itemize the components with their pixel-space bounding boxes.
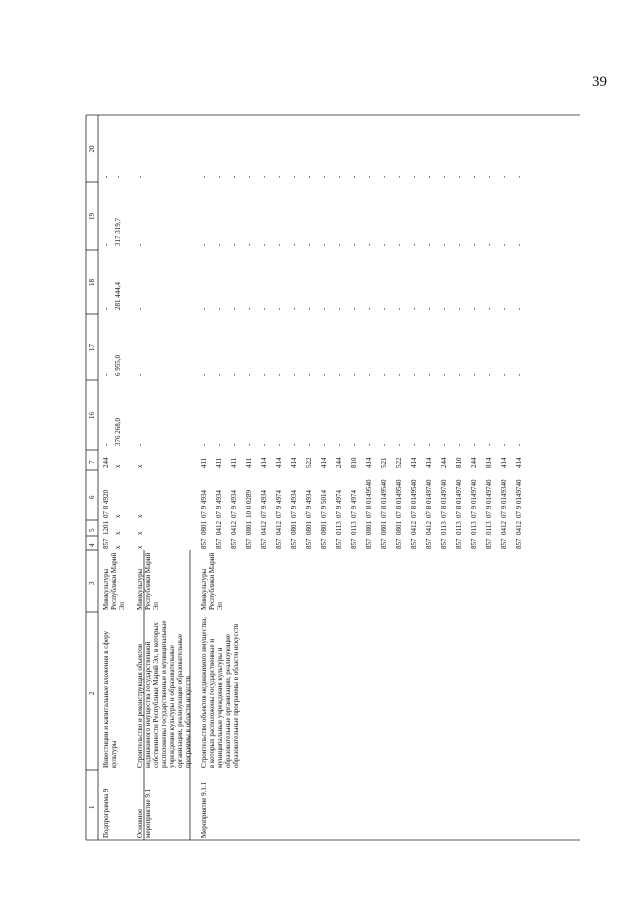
cell-c4: 857 bbox=[200, 538, 208, 549]
cell-c19: - bbox=[275, 243, 283, 246]
cell-c16: - bbox=[365, 443, 373, 446]
cell-c5: 0801 bbox=[200, 521, 208, 535]
cell-c5: 0801 bbox=[305, 521, 313, 535]
cell-c18: - bbox=[365, 307, 373, 310]
cell-c18: - bbox=[470, 307, 478, 310]
cell-c6: 07 9 4974 bbox=[275, 490, 283, 518]
cell-c20: - bbox=[410, 175, 418, 178]
cell-c6: 07 9 4934 bbox=[260, 490, 268, 518]
cell-c20: - bbox=[320, 175, 328, 178]
cell-c7: 411 bbox=[230, 457, 238, 468]
cell-c6: 07 9 4934 bbox=[215, 490, 223, 518]
cell-c20: - bbox=[350, 175, 358, 178]
cell-c19: - bbox=[425, 243, 433, 246]
cell-c16: - bbox=[136, 443, 144, 446]
cell-c5: 0113 bbox=[335, 521, 343, 535]
cell-c5: 0412 bbox=[260, 521, 268, 535]
cell-c7: 814 bbox=[485, 457, 493, 468]
row-name: Инвестиции и капитальные вложения в сферу культуры bbox=[102, 631, 118, 768]
cell-c18: - bbox=[275, 307, 283, 310]
cell-c16: - bbox=[215, 443, 223, 446]
cell-c18: 281 444,4 bbox=[114, 282, 122, 310]
cell-c16: - bbox=[245, 443, 253, 446]
cell-c6: 07 9 4974 bbox=[350, 490, 358, 518]
cell-c6: x bbox=[136, 514, 144, 518]
cell-c7: 522 bbox=[395, 457, 403, 468]
cell-c18: - bbox=[335, 307, 343, 310]
cell-c5: 0412 bbox=[215, 521, 223, 535]
cell-c5: 0113 bbox=[350, 521, 358, 535]
cell-c4: 857 bbox=[425, 538, 433, 549]
cell-c20: - bbox=[425, 175, 433, 178]
cell-c17: - bbox=[455, 373, 463, 376]
cell-c19: - bbox=[200, 243, 208, 246]
cell-c6: 07 8 0149540 bbox=[410, 479, 418, 518]
cell-c5: 0412 bbox=[425, 521, 433, 535]
cell-c17: - bbox=[275, 373, 283, 376]
cell-c17: - bbox=[380, 373, 388, 376]
cell-c6: 07 8 0149540 bbox=[365, 479, 373, 518]
cell-c19: - bbox=[500, 243, 508, 246]
cell-c16: - bbox=[305, 443, 313, 446]
row-name: Строительство объектов недвижимого имущества, в которых расположены государственные и муниципальные учреждения культуры и образовательные организации, реализующие образовательные программы в области искусств bbox=[200, 617, 240, 768]
cell-c20: - bbox=[290, 175, 298, 178]
cell-c5: 0801 bbox=[245, 521, 253, 535]
cell-c5: 0412 bbox=[230, 521, 238, 535]
header-col-20: 20 bbox=[88, 145, 96, 153]
cell-c6: 07 9 0149740 bbox=[485, 479, 493, 518]
cell-c19: - bbox=[305, 243, 313, 246]
cell-c7: 522 bbox=[305, 457, 313, 468]
cell-c4: 857 bbox=[335, 538, 343, 549]
cell-c19: - bbox=[350, 243, 358, 246]
cell-c18: - bbox=[440, 307, 448, 310]
cell-c19: - bbox=[395, 243, 403, 246]
cell-c4: 857 bbox=[305, 538, 313, 549]
cell-c19: - bbox=[245, 243, 253, 246]
cell-c19: - bbox=[102, 243, 110, 246]
cell-c4: 857 bbox=[395, 538, 403, 549]
cell-c6: 07 9 4934 bbox=[290, 490, 298, 518]
cell-c19: - bbox=[440, 243, 448, 246]
cell-c16: - bbox=[380, 443, 388, 446]
cell-c18: - bbox=[410, 307, 418, 310]
cell-c20: - bbox=[485, 175, 493, 178]
cell-c5: 1201 bbox=[102, 521, 110, 535]
cell-c4: 857 bbox=[470, 538, 478, 549]
cell-c20: - bbox=[275, 175, 283, 178]
cell-c16: - bbox=[485, 443, 493, 446]
cell-c6: 07 8 4920 bbox=[102, 490, 110, 518]
cell-c16: - bbox=[260, 443, 268, 446]
cell-c4: 857 bbox=[275, 538, 283, 549]
cell-c17: - bbox=[305, 373, 313, 376]
cell-c17: - bbox=[230, 373, 238, 376]
cell-c17: - bbox=[136, 373, 144, 376]
cell-c7: 414 bbox=[320, 457, 328, 468]
cell-c7: 244 bbox=[335, 457, 343, 468]
cell-c5: 0412 bbox=[515, 521, 523, 535]
cell-c5: 0412 bbox=[410, 521, 418, 535]
cell-c7: 414 bbox=[365, 457, 373, 468]
header-col-7: 7 bbox=[88, 460, 96, 464]
page-number: 39 bbox=[592, 74, 607, 90]
cell-c17: - bbox=[260, 373, 268, 376]
cell-c6: 07 9 4934 bbox=[230, 490, 238, 518]
cell-c5: 0801 bbox=[290, 521, 298, 535]
cell-c5: 0801 bbox=[380, 521, 388, 535]
cell-c7: x bbox=[136, 464, 144, 468]
cell-c19: - bbox=[515, 243, 523, 246]
cell-c7: 244 bbox=[102, 457, 110, 468]
cell-c19: - bbox=[410, 243, 418, 246]
header-col-5: 5 bbox=[88, 528, 96, 532]
cell-c18: - bbox=[245, 307, 253, 310]
cell-c6: 07 9 5014 bbox=[320, 490, 328, 518]
cell-c19: 317 319,7 bbox=[114, 218, 122, 246]
cell-c18: - bbox=[380, 307, 388, 310]
cell-c18: - bbox=[395, 307, 403, 310]
cell-c7: 414 bbox=[410, 457, 418, 468]
cell-c5: 0113 bbox=[470, 521, 478, 535]
cell-c19: - bbox=[485, 243, 493, 246]
header-col-6: 6 bbox=[88, 495, 96, 499]
row-executor: Минкультуры Республики Марий Эл bbox=[200, 552, 224, 610]
cell-c6: x bbox=[114, 514, 122, 518]
cell-c19: - bbox=[365, 243, 373, 246]
cell-c19: - bbox=[320, 243, 328, 246]
row-program: Основное мероприятие 9.1 bbox=[136, 788, 152, 838]
cell-c4: 857 bbox=[320, 538, 328, 549]
cell-c7: 244 bbox=[470, 457, 478, 468]
header-col-4: 4 bbox=[88, 543, 96, 547]
cell-c4: 857 bbox=[245, 538, 253, 549]
cell-c5: 0113 bbox=[440, 521, 448, 535]
cell-c20: - bbox=[365, 175, 373, 178]
cell-c6: 07 9 4934 bbox=[305, 490, 313, 518]
cell-c4: 857 bbox=[410, 538, 418, 549]
cell-c17: 6 955,0 bbox=[114, 355, 122, 376]
header-col-18: 18 bbox=[88, 279, 96, 286]
header-col-17: 17 bbox=[88, 344, 96, 351]
cell-c17: - bbox=[245, 373, 253, 376]
cell-c16: - bbox=[395, 443, 403, 446]
cell-c18: - bbox=[102, 307, 110, 310]
cell-c7: 411 bbox=[200, 457, 208, 468]
cell-c4: 857 bbox=[230, 538, 238, 549]
cell-c18: - bbox=[200, 307, 208, 310]
cell-c4: 857 bbox=[102, 538, 110, 549]
cell-c7: 810 bbox=[455, 457, 463, 468]
cell-c18: - bbox=[230, 307, 238, 310]
cell-c16: - bbox=[410, 443, 418, 446]
cell-c16: - bbox=[200, 443, 208, 446]
rotated-budget-table bbox=[80, 70, 580, 850]
cell-c17: - bbox=[485, 373, 493, 376]
cell-c6: 07 8 0149540 bbox=[395, 479, 403, 518]
cell-c17: - bbox=[350, 373, 358, 376]
cell-c19: - bbox=[335, 243, 343, 246]
cell-c20: - bbox=[305, 175, 313, 178]
cell-c20: - bbox=[335, 175, 343, 178]
cell-c5: x bbox=[114, 531, 122, 535]
cell-c16: - bbox=[102, 443, 110, 446]
cell-c7: 521 bbox=[380, 457, 388, 468]
cell-c17: - bbox=[320, 373, 328, 376]
cell-c17: - bbox=[290, 373, 298, 376]
cell-c18: - bbox=[350, 307, 358, 310]
cell-c20: - bbox=[395, 175, 403, 178]
cell-c17: - bbox=[410, 373, 418, 376]
cell-c18: - bbox=[500, 307, 508, 310]
cell-c7: 414 bbox=[290, 457, 298, 468]
cell-c4: 857 bbox=[500, 538, 508, 549]
cell-c5: 0412 bbox=[500, 521, 508, 535]
cell-c7: 414 bbox=[500, 457, 508, 468]
cell-c7: 414 bbox=[275, 457, 283, 468]
cell-c17: - bbox=[395, 373, 403, 376]
cell-c17: - bbox=[215, 373, 223, 376]
cell-c6: 07 9 4934 bbox=[200, 490, 208, 518]
row-program: Мероприятие 9.1.1 bbox=[200, 781, 208, 838]
cell-c7: 414 bbox=[425, 457, 433, 468]
cell-c5: 0113 bbox=[485, 521, 493, 535]
cell-c16: - bbox=[500, 443, 508, 446]
cell-c7: 414 bbox=[260, 457, 268, 468]
cell-c19: - bbox=[230, 243, 238, 246]
cell-c16: - bbox=[275, 443, 283, 446]
cell-c20: - bbox=[102, 175, 110, 178]
cell-c20: - bbox=[380, 175, 388, 178]
cell-c5: 0801 bbox=[320, 521, 328, 535]
cell-c6: 07 9 4974 bbox=[335, 490, 343, 518]
cell-c16: - bbox=[320, 443, 328, 446]
header-col-19: 19 bbox=[88, 213, 96, 220]
cell-c5: 0113 bbox=[455, 521, 463, 535]
cell-c4: 857 bbox=[485, 538, 493, 549]
cell-c4: x bbox=[114, 545, 122, 549]
cell-c5: x bbox=[136, 531, 144, 535]
cell-c4: 857 bbox=[260, 538, 268, 549]
cell-c17: - bbox=[102, 373, 110, 376]
cell-c20: - bbox=[215, 175, 223, 178]
cell-c16: - bbox=[440, 443, 448, 446]
cell-c4: 857 bbox=[380, 538, 388, 549]
cell-c19: - bbox=[380, 243, 388, 246]
cell-c16: - bbox=[470, 443, 478, 446]
cell-c19: - bbox=[455, 243, 463, 246]
cell-c20: - bbox=[245, 175, 253, 178]
cell-c17: - bbox=[440, 373, 448, 376]
cell-c7: 244 bbox=[440, 457, 448, 468]
cell-c20: - bbox=[470, 175, 478, 178]
cell-c6: 07 8 0149740 bbox=[425, 479, 433, 518]
cell-c4: x bbox=[136, 545, 144, 549]
row-executor: Минкультуры Республики Марий Эл bbox=[136, 552, 160, 610]
cell-c16: - bbox=[515, 443, 523, 446]
cell-c7: 411 bbox=[215, 457, 223, 468]
cell-c16: - bbox=[455, 443, 463, 446]
cell-c17: - bbox=[335, 373, 343, 376]
header-col-2: 2 bbox=[88, 691, 96, 695]
cell-c5: 0801 bbox=[395, 521, 403, 535]
cell-c7: 810 bbox=[350, 457, 358, 468]
cell-c4: 857 bbox=[215, 538, 223, 549]
cell-c4: 857 bbox=[290, 538, 298, 549]
cell-c4: 857 bbox=[350, 538, 358, 549]
cell-c17: - bbox=[515, 373, 523, 376]
cell-c20: - bbox=[500, 175, 508, 178]
cell-c18: - bbox=[290, 307, 298, 310]
cell-c4: 857 bbox=[365, 538, 373, 549]
row-name: Строительство и реконструкция объектов недвижимого имущества государственной собственности Республики Марий Эл, в которых расположены государственные и муниципальные учреждения культуры и образовательные организации, реализующие образовательные программы в области искусств bbox=[136, 620, 192, 768]
cell-c6: 10 0 0289 bbox=[245, 490, 253, 518]
cell-c18: - bbox=[260, 307, 268, 310]
cell-c17: - bbox=[425, 373, 433, 376]
cell-c6: 07 8 0149540 bbox=[380, 479, 388, 518]
cell-c18: - bbox=[455, 307, 463, 310]
cell-c16: - bbox=[350, 443, 358, 446]
cell-c18: - bbox=[136, 307, 144, 310]
cell-c16: - bbox=[425, 443, 433, 446]
cell-c6: 07 9 0149340 bbox=[500, 479, 508, 518]
cell-c17: - bbox=[365, 373, 373, 376]
cell-c7: 414 bbox=[515, 457, 523, 468]
cell-c6: 07 9 0149740 bbox=[470, 479, 478, 518]
cell-c18: - bbox=[515, 307, 523, 310]
cell-c16: - bbox=[335, 443, 343, 446]
cell-c18: - bbox=[485, 307, 493, 310]
cell-c20: - bbox=[515, 175, 523, 178]
cell-c4: 857 bbox=[440, 538, 448, 549]
cell-c20: - bbox=[440, 175, 448, 178]
header-col-16: 16 bbox=[88, 412, 96, 419]
cell-c6: 07 9 0149740 bbox=[515, 479, 523, 518]
cell-c18: - bbox=[215, 307, 223, 310]
cell-c20: - bbox=[114, 175, 122, 178]
cell-c19: - bbox=[136, 243, 144, 246]
cell-c20: - bbox=[230, 175, 238, 178]
cell-c6: 07 8 0149740 bbox=[455, 479, 463, 518]
cell-c7: 411 bbox=[245, 457, 253, 468]
header-col-3: 3 bbox=[88, 581, 96, 585]
cell-c18: - bbox=[425, 307, 433, 310]
cell-c20: - bbox=[200, 175, 208, 178]
cell-c16: - bbox=[290, 443, 298, 446]
cell-c5: 0412 bbox=[275, 521, 283, 535]
cell-c5: 0801 bbox=[365, 521, 373, 535]
cell-c20: - bbox=[260, 175, 268, 178]
row-executor: Минкультуры Республики Марий Эл bbox=[102, 552, 126, 610]
cell-c19: - bbox=[470, 243, 478, 246]
cell-c17: - bbox=[470, 373, 478, 376]
row-program: Подпрограмма 9 bbox=[102, 788, 110, 838]
cell-c4: 857 bbox=[515, 538, 523, 549]
cell-c7: x bbox=[114, 464, 122, 468]
header-col-1: 1 bbox=[88, 805, 96, 809]
cell-c18: - bbox=[320, 307, 328, 310]
cell-c18: - bbox=[305, 307, 313, 310]
cell-c16: 376 268,0 bbox=[114, 418, 122, 446]
cell-c19: - bbox=[260, 243, 268, 246]
cell-c6: 07 8 0149740 bbox=[440, 479, 448, 518]
cell-c20: - bbox=[136, 175, 144, 178]
cell-c19: - bbox=[290, 243, 298, 246]
cell-c17: - bbox=[200, 373, 208, 376]
cell-c16: - bbox=[230, 443, 238, 446]
cell-c19: - bbox=[215, 243, 223, 246]
cell-c4: 857 bbox=[455, 538, 463, 549]
cell-c17: - bbox=[500, 373, 508, 376]
cell-c20: - bbox=[455, 175, 463, 178]
